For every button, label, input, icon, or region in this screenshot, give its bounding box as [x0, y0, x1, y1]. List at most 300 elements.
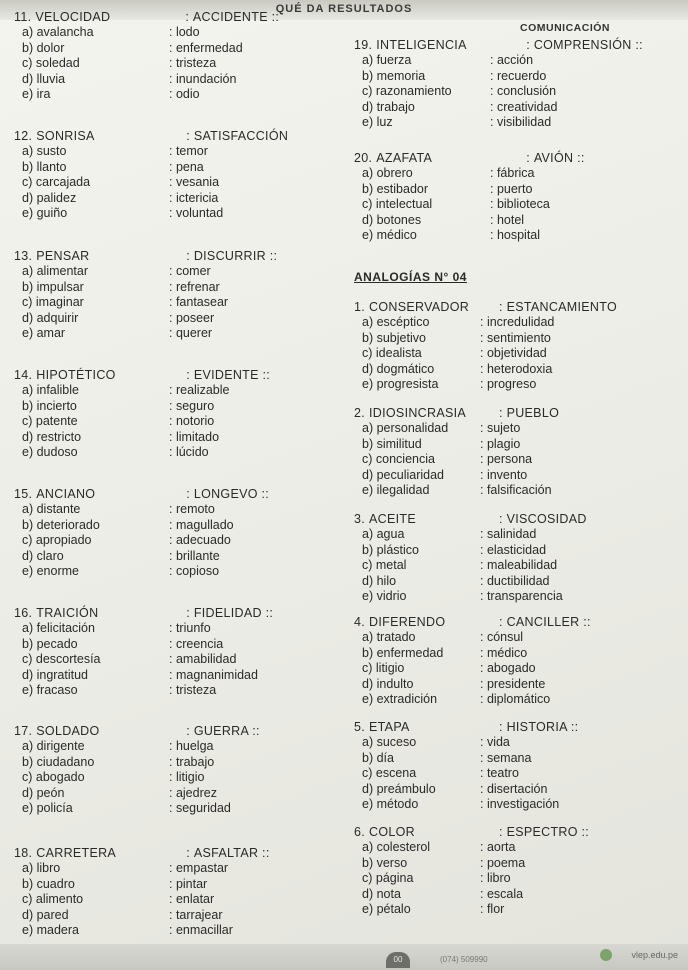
option-right: realizable	[175, 383, 230, 397]
colon-separator: :	[480, 377, 487, 391]
analogy-header	[14, 129, 288, 143]
colon-separator: :	[169, 564, 176, 578]
analogy-block	[14, 606, 273, 699]
colon-separator: :	[480, 467, 487, 482]
colon-separator: :	[480, 840, 487, 854]
analogy-key: COMPRENSIÓN ::	[533, 38, 643, 52]
analogy-stem: CARRETERA	[36, 846, 117, 860]
option-left: c) intelectual	[362, 197, 433, 211]
option-right: tristeza	[175, 683, 217, 697]
option-left: a) libro	[22, 861, 61, 875]
option-left: a) avalancha	[22, 25, 94, 39]
analogy-header	[14, 10, 279, 24]
colon-separator: :	[480, 558, 487, 572]
analogy-number: 17.	[14, 724, 33, 738]
option-left: d) preámbulo	[362, 781, 436, 796]
analogias-title: ANALOGÍAS N° 04	[354, 270, 467, 284]
colon-separator: :	[186, 846, 194, 860]
option-right: magnanimidad	[175, 667, 258, 682]
option-right: seguridad	[175, 801, 231, 815]
option-left: d) hilo	[362, 573, 397, 588]
analogy-block	[354, 512, 587, 605]
option-right: ajedrez	[175, 785, 217, 800]
option-right: transparencia	[486, 589, 563, 603]
option-left: a) alimentar	[22, 264, 88, 278]
colon-separator: :	[169, 429, 176, 444]
option-row	[14, 295, 277, 311]
option-right: tarrajear	[175, 907, 223, 922]
option-right: tristeza	[175, 56, 217, 70]
option-right: disertación	[486, 781, 548, 796]
option-row	[14, 41, 279, 57]
option-left: b) plástico	[362, 542, 419, 557]
option-row	[14, 311, 277, 327]
analogy-header	[354, 300, 617, 314]
option-left: d) restricto	[22, 429, 82, 444]
option-row	[354, 377, 617, 393]
option-right: acción	[496, 53, 534, 67]
option-row	[14, 908, 270, 924]
option-row	[14, 637, 273, 653]
option-left: b) estibador	[362, 181, 429, 196]
option-row	[14, 668, 273, 684]
analogy-block	[14, 249, 277, 342]
analogy-number: 2.	[354, 406, 366, 420]
colon-separator: :	[490, 228, 497, 242]
option-left: c) idealista	[362, 346, 422, 360]
option-right: elasticidad	[486, 542, 547, 557]
option-right: odio	[175, 87, 200, 101]
colon-separator: :	[480, 766, 487, 780]
option-left: c) metal	[362, 558, 407, 572]
option-right: brillante	[175, 548, 220, 563]
colon-separator: :	[186, 249, 194, 263]
option-left: d) peón	[22, 785, 65, 800]
option-row	[354, 902, 589, 918]
option-row	[354, 84, 643, 100]
option-right: salinidad	[486, 527, 537, 541]
colon-separator: :	[480, 361, 487, 376]
option-row	[354, 871, 589, 887]
option-left: e) método	[362, 797, 419, 811]
colon-separator: :	[169, 652, 176, 666]
option-left: b) día	[362, 750, 394, 765]
option-left: e) luz	[362, 115, 393, 129]
option-right: litigio	[175, 770, 205, 784]
option-right: notorio	[175, 414, 215, 428]
footer-band	[0, 944, 688, 970]
option-left: b) verso	[362, 855, 408, 870]
analogy-stem: SOLDADO	[36, 724, 100, 738]
option-left: b) memoria	[362, 68, 426, 83]
option-row	[14, 770, 260, 786]
colon-separator: :	[490, 166, 497, 180]
colon-separator: :	[169, 175, 176, 189]
option-row	[354, 166, 585, 182]
option-row	[14, 564, 269, 580]
option-right: enfermedad	[175, 40, 243, 55]
option-right: fantasear	[175, 295, 229, 309]
option-row	[354, 100, 643, 116]
colon-separator: :	[499, 615, 507, 629]
option-left: d) lluvia	[22, 71, 66, 86]
option-row	[354, 574, 587, 590]
option-left: c) conciencia	[362, 452, 435, 466]
option-right: ductibilidad	[486, 573, 550, 588]
option-right: empastar	[175, 861, 229, 875]
option-row	[354, 887, 589, 903]
colon-separator: :	[490, 212, 497, 227]
colon-separator: :	[169, 159, 176, 174]
option-row	[354, 589, 587, 605]
colon-separator: :	[169, 87, 176, 101]
option-right: ictericia	[175, 190, 219, 205]
option-row	[354, 856, 589, 872]
option-right: cónsul	[486, 630, 524, 644]
option-right: progreso	[486, 377, 537, 391]
option-row	[14, 621, 273, 637]
analogy-header	[354, 615, 591, 629]
option-right: refrenar	[175, 279, 220, 294]
option-right: semana	[486, 750, 532, 765]
option-row	[14, 430, 270, 446]
option-right: heterodoxia	[486, 361, 553, 376]
option-right: huelga	[175, 739, 214, 753]
option-left: d) trabajo	[362, 99, 415, 114]
option-right: sujeto	[486, 421, 521, 435]
option-right: escala	[486, 886, 524, 901]
option-row	[354, 421, 559, 437]
analogy-key: GUERRA ::	[193, 724, 260, 738]
option-row	[354, 751, 578, 767]
option-right: lúcido	[175, 445, 209, 459]
colon-separator: :	[169, 548, 176, 563]
colon-separator: :	[490, 68, 497, 83]
analogy-number: 18.	[14, 846, 33, 860]
analogy-number: 1.	[354, 300, 366, 314]
option-left: c) imaginar	[22, 295, 84, 309]
option-left: b) similitud	[362, 436, 422, 451]
analogy-stem: DIFERENDO	[369, 615, 446, 629]
option-right: falsificación	[486, 483, 552, 497]
option-left: a) personalidad	[362, 421, 449, 435]
analogy-stem: TRAICIÓN	[36, 606, 99, 620]
analogy-number: 16.	[14, 606, 33, 620]
colon-separator: :	[169, 754, 176, 769]
option-right: inundación	[175, 71, 237, 86]
analogy-number: 5.	[354, 720, 366, 734]
analogy-key: CANCILLER ::	[506, 615, 591, 629]
option-right: flor	[486, 902, 505, 916]
option-left: c) carcajada	[22, 175, 91, 189]
colon-separator: :	[480, 573, 487, 588]
option-left: c) soledad	[22, 56, 80, 70]
option-row	[14, 144, 288, 160]
analogy-number: 4.	[354, 615, 366, 629]
analogy-block	[14, 368, 270, 461]
option-row	[354, 558, 587, 574]
option-right: adecuado	[175, 533, 231, 547]
analogy-key: SATISFACCIÓN	[193, 129, 289, 143]
colon-separator: :	[526, 38, 534, 52]
analogy-header	[14, 606, 273, 620]
option-row	[14, 652, 273, 668]
option-left: a) susto	[22, 144, 67, 158]
colon-separator: :	[169, 414, 176, 428]
colon-separator: :	[480, 346, 487, 360]
colon-separator: :	[480, 902, 487, 916]
option-row	[14, 892, 270, 908]
colon-separator: :	[169, 190, 176, 205]
colon-separator: :	[480, 676, 487, 691]
option-row	[14, 533, 269, 549]
colon-separator: :	[169, 40, 176, 55]
analogy-number: 11.	[14, 10, 32, 24]
option-row	[354, 661, 591, 677]
option-right: enmacillar	[175, 923, 233, 937]
analogy-block	[14, 10, 279, 103]
option-left: b) cuadro	[22, 876, 75, 891]
option-row	[14, 414, 270, 430]
colon-separator: :	[480, 315, 487, 329]
colon-separator: :	[169, 801, 176, 815]
analogy-number: 20.	[354, 151, 373, 165]
option-right: comer	[175, 264, 211, 278]
option-left: e) vidrio	[362, 589, 407, 603]
analogy-number: 14.	[14, 368, 33, 382]
analogy-stem: AZAFATA	[376, 151, 433, 165]
option-left: a) infalible	[22, 383, 79, 397]
colon-separator: :	[490, 99, 497, 114]
brand-logo-icon	[600, 949, 612, 961]
option-row	[354, 115, 643, 131]
analogy-block	[354, 615, 591, 708]
option-row	[354, 543, 587, 559]
option-left: e) ira	[22, 87, 51, 101]
colon-separator: :	[169, 206, 176, 220]
option-right: vida	[486, 735, 510, 749]
colon-separator: :	[186, 487, 194, 501]
colon-separator: :	[169, 892, 176, 906]
option-right: querer	[175, 326, 213, 340]
option-row	[354, 797, 578, 813]
option-row	[354, 53, 643, 69]
analogy-block	[354, 825, 589, 918]
option-left: e) guiño	[22, 206, 68, 220]
option-right: poema	[486, 855, 526, 870]
footer-phone: (074) 509990	[440, 955, 488, 964]
option-left: e) pétalo	[362, 902, 411, 916]
colon-separator: :	[169, 667, 176, 682]
option-right: pena	[175, 159, 204, 174]
analogy-header	[14, 846, 270, 860]
option-row	[14, 861, 270, 877]
analogy-number: 15.	[14, 487, 33, 501]
colon-separator: :	[480, 855, 487, 870]
colon-separator: :	[169, 861, 176, 875]
footer-site: vlep.edu.pe	[631, 950, 678, 960]
option-row	[14, 683, 273, 699]
colon-separator: :	[169, 71, 176, 86]
option-right: objetividad	[486, 346, 547, 360]
analogy-key: ASFALTAR ::	[193, 846, 270, 860]
option-row	[14, 264, 277, 280]
option-row	[354, 315, 617, 331]
option-left: a) suceso	[362, 735, 417, 749]
page-header-title: QUÉ DA RESULTADOS	[275, 3, 413, 15]
option-left: b) subjetivo	[362, 330, 426, 345]
option-row	[354, 362, 617, 378]
option-right: creatividad	[496, 99, 558, 114]
colon-separator: :	[169, 144, 176, 158]
option-row	[14, 191, 288, 207]
option-row	[354, 692, 591, 708]
colon-separator: :	[186, 606, 194, 620]
option-left: e) fracaso	[22, 683, 78, 697]
option-left: a) colesterol	[362, 840, 431, 854]
colon-separator: :	[169, 25, 176, 39]
option-row	[354, 677, 591, 693]
option-left: b) dolor	[22, 40, 65, 55]
option-right: investigación	[486, 797, 560, 811]
colon-separator: :	[480, 871, 487, 885]
colon-separator: :	[480, 589, 487, 603]
analogy-header	[354, 720, 578, 734]
analogy-key: LONGEVO ::	[193, 487, 270, 501]
option-left: c) razonamiento	[362, 84, 452, 98]
colon-separator: :	[169, 636, 176, 651]
colon-separator: :	[169, 279, 176, 294]
option-row	[14, 399, 270, 415]
colon-separator: :	[480, 436, 487, 451]
analogy-stem: COLOR	[369, 825, 415, 839]
option-row	[14, 755, 260, 771]
option-row	[14, 502, 269, 518]
colon-separator: :	[186, 129, 194, 143]
option-right: invento	[486, 467, 528, 482]
analogy-key: PUEBLO	[506, 406, 560, 420]
option-left: c) patente	[22, 414, 78, 428]
option-row	[14, 445, 270, 461]
colon-separator: :	[480, 421, 487, 435]
option-left: c) alimento	[22, 892, 84, 906]
option-right: vesania	[175, 175, 220, 189]
colon-separator: :	[499, 406, 507, 420]
analogy-header	[14, 724, 260, 738]
option-row	[354, 228, 585, 244]
analogy-stem: ACEITE	[369, 512, 416, 526]
colon-separator: :	[490, 84, 497, 98]
colon-separator: :	[480, 483, 487, 497]
option-right: presidente	[486, 676, 546, 691]
analogy-number: 19.	[354, 38, 373, 52]
option-row	[14, 877, 270, 893]
analogy-key: ESTANCAMIENTO	[506, 300, 617, 314]
option-right: seguro	[175, 398, 215, 413]
option-left: b) llanto	[22, 159, 67, 174]
analogy-key: ACCIDENTE ::	[192, 10, 280, 24]
analogy-block	[354, 151, 585, 244]
option-row	[14, 25, 279, 41]
colon-separator: :	[169, 383, 176, 397]
colon-separator: :	[480, 527, 487, 541]
option-right: amabilidad	[175, 652, 237, 666]
colon-separator: :	[480, 886, 487, 901]
option-right: médico	[486, 645, 528, 660]
option-right: teatro	[486, 766, 519, 780]
option-right: aorta	[486, 840, 516, 854]
colon-separator: :	[186, 724, 194, 738]
option-right: pintar	[175, 876, 208, 891]
option-left: c) apropiado	[22, 533, 92, 547]
option-right: poseer	[175, 310, 215, 325]
analogy-header	[14, 368, 270, 382]
colon-separator: :	[480, 630, 487, 644]
option-right: lodo	[175, 25, 200, 39]
option-left: a) dirigente	[22, 739, 85, 753]
option-left: e) dudoso	[22, 445, 78, 459]
colon-separator: :	[499, 825, 507, 839]
option-left: a) felicitación	[22, 621, 95, 635]
colon-separator: :	[169, 533, 176, 547]
option-right: enlatar	[175, 892, 215, 906]
analogy-stem: VELOCIDAD	[35, 10, 111, 24]
option-left: d) ingratitud	[22, 667, 89, 682]
option-row	[354, 437, 559, 453]
option-row	[354, 468, 559, 484]
option-left: e) madera	[22, 923, 79, 937]
analogy-header	[354, 151, 585, 165]
option-row	[354, 452, 559, 468]
analogy-header	[14, 487, 269, 501]
option-right: trabajo	[175, 754, 215, 769]
option-row	[354, 346, 617, 362]
colon-separator: :	[490, 53, 497, 67]
option-row	[14, 923, 270, 939]
option-left: e) extradición	[362, 692, 438, 706]
option-left: c) página	[362, 871, 414, 885]
option-right: abogado	[486, 661, 536, 675]
option-left: a) agua	[362, 527, 405, 541]
option-left: b) incierto	[22, 398, 77, 413]
analogy-header	[14, 249, 277, 263]
option-left: e) médico	[362, 228, 417, 242]
option-row	[354, 782, 578, 798]
colon-separator: :	[169, 621, 176, 635]
option-row	[14, 549, 269, 565]
colon-separator: :	[480, 661, 487, 675]
option-row	[14, 786, 260, 802]
option-left: d) pared	[22, 907, 69, 922]
option-row	[354, 630, 591, 646]
option-right: hotel	[496, 212, 525, 227]
colon-separator: :	[499, 300, 507, 314]
colon-separator: :	[169, 907, 176, 922]
option-row	[14, 739, 260, 755]
analogy-block	[14, 129, 288, 222]
colon-separator: :	[526, 151, 534, 165]
option-right: libro	[486, 871, 511, 885]
analogy-stem: IDIOSINCRASIA	[369, 406, 467, 420]
colon-separator: :	[169, 876, 176, 891]
option-right: conclusión	[496, 84, 557, 98]
analogy-block	[14, 846, 270, 939]
colon-separator: :	[169, 923, 176, 937]
option-row	[14, 280, 277, 296]
option-row	[354, 331, 617, 347]
option-right: incredulidad	[486, 315, 555, 329]
analogy-stem: INTELIGENCIA	[376, 38, 467, 52]
